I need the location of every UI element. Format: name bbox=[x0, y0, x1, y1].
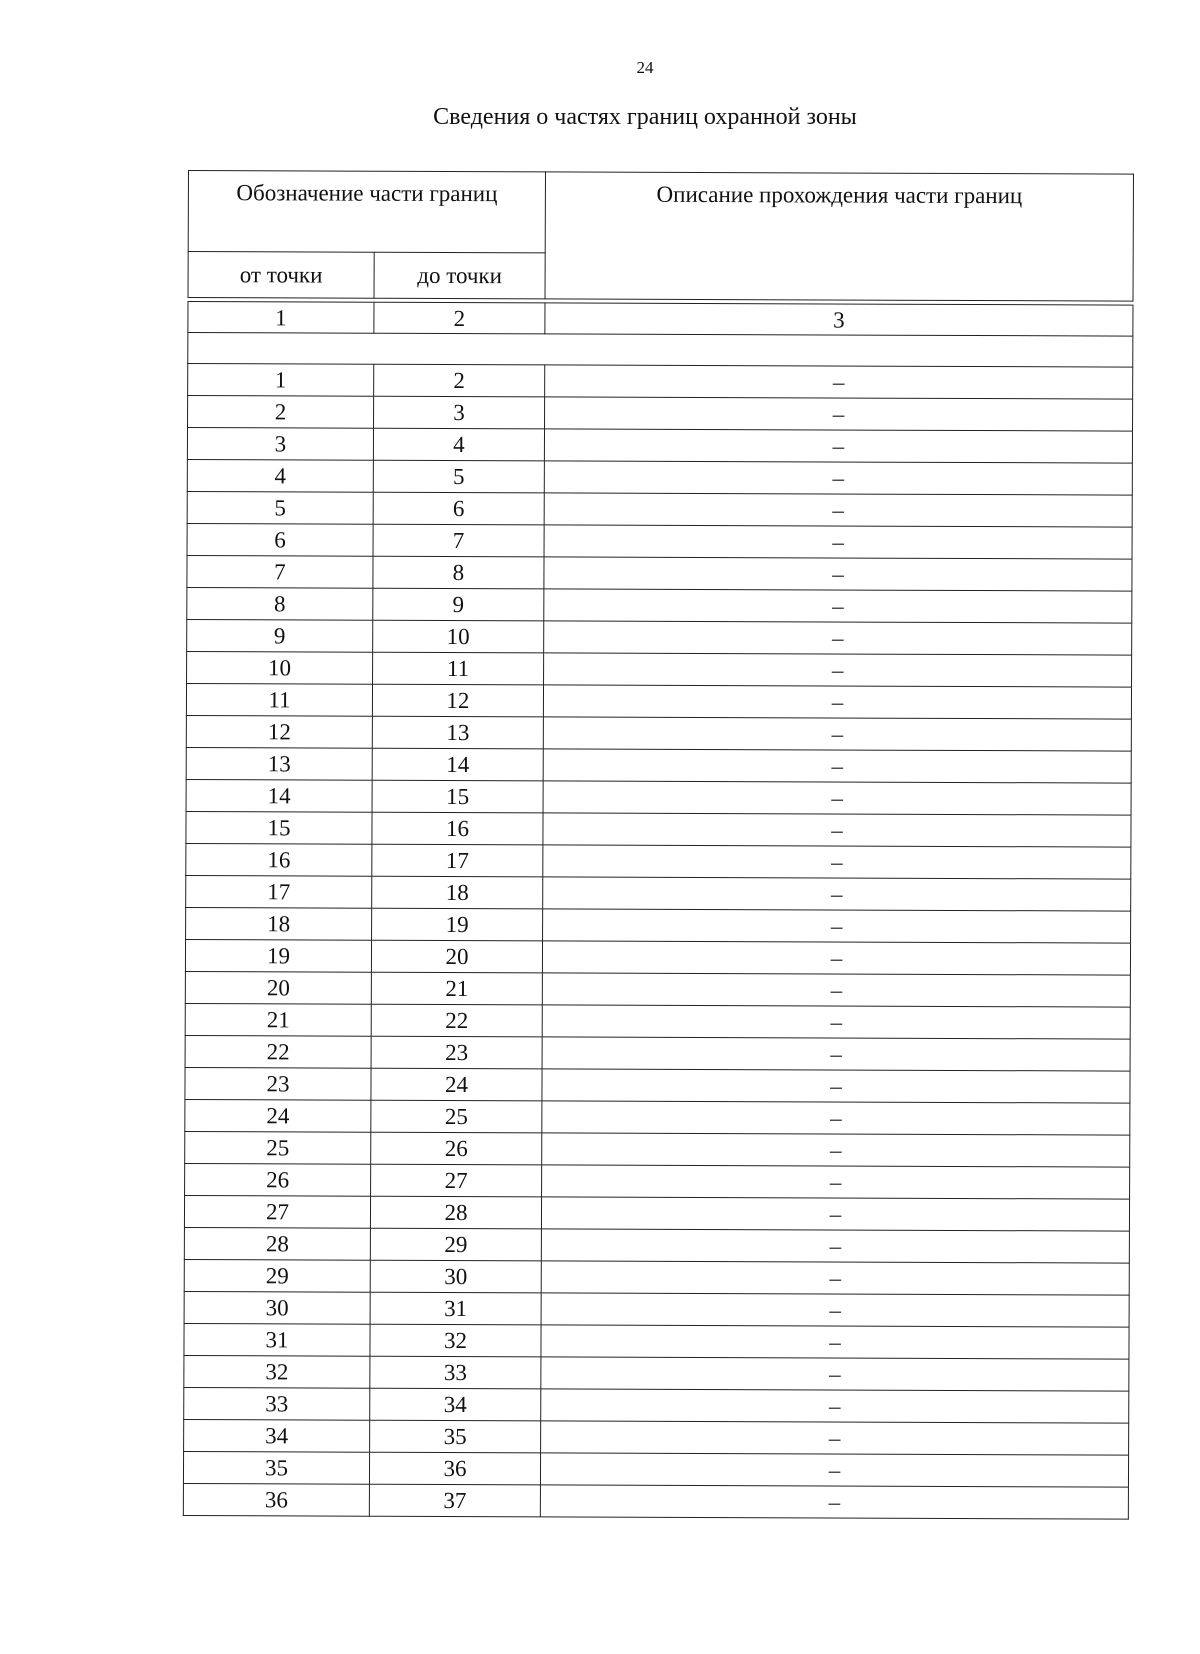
description-cell: – bbox=[544, 589, 1132, 623]
to-point-cell: 23 bbox=[371, 1036, 542, 1069]
description-cell: – bbox=[542, 1005, 1130, 1039]
to-point-cell: 34 bbox=[370, 1388, 541, 1421]
description-cell: – bbox=[543, 877, 1131, 911]
from-point-cell: 32 bbox=[184, 1355, 370, 1388]
to-point-cell: 16 bbox=[372, 812, 543, 845]
table-row bbox=[185, 1163, 1130, 1199]
from-point-cell: 25 bbox=[185, 1131, 371, 1164]
from-point-cell: 19 bbox=[185, 939, 371, 972]
table-row bbox=[185, 1099, 1130, 1135]
table-row bbox=[186, 683, 1131, 719]
to-point-cell: 6 bbox=[373, 492, 544, 525]
from-point-cell: 2 bbox=[188, 396, 374, 429]
to-point-cell: 2 bbox=[374, 364, 545, 397]
from-point-cell: 27 bbox=[184, 1195, 370, 1228]
description-cell: – bbox=[541, 1261, 1129, 1295]
to-point-cell: 19 bbox=[372, 908, 543, 941]
page-number: 24 bbox=[636, 58, 654, 77]
table-row bbox=[184, 1259, 1129, 1295]
to-point-cell: 26 bbox=[371, 1132, 542, 1165]
from-point-cell: 13 bbox=[186, 747, 372, 780]
to-point-cell: 14 bbox=[372, 748, 543, 781]
table-row bbox=[187, 523, 1132, 559]
description-cell: – bbox=[543, 685, 1131, 719]
header-from-point: от точки bbox=[188, 252, 374, 299]
table-row bbox=[186, 715, 1131, 751]
description-cell: – bbox=[543, 845, 1131, 879]
from-point-cell: 16 bbox=[186, 843, 372, 876]
from-point-cell: 23 bbox=[185, 1067, 371, 1100]
to-point-cell: 20 bbox=[371, 940, 542, 973]
table-row bbox=[185, 1131, 1130, 1167]
table-row bbox=[187, 459, 1132, 495]
description-cell: – bbox=[541, 1325, 1129, 1359]
from-point-cell: 6 bbox=[187, 523, 373, 556]
description-cell: – bbox=[544, 461, 1132, 495]
table-row bbox=[187, 619, 1132, 655]
description-cell: – bbox=[541, 1229, 1129, 1263]
from-point-cell: 30 bbox=[184, 1291, 370, 1324]
to-point-cell: 36 bbox=[369, 1452, 540, 1485]
from-point-cell: 20 bbox=[185, 971, 371, 1004]
from-point-cell: 21 bbox=[185, 1003, 371, 1036]
from-point-cell: 15 bbox=[186, 811, 372, 844]
description-cell: – bbox=[544, 653, 1132, 687]
table-row bbox=[185, 1003, 1130, 1039]
table-row bbox=[186, 811, 1131, 847]
table-row bbox=[184, 1195, 1129, 1231]
table-row bbox=[187, 428, 1132, 464]
table-row bbox=[184, 1323, 1129, 1359]
description-cell: – bbox=[543, 909, 1131, 943]
from-point-cell: 26 bbox=[185, 1163, 371, 1196]
column-number: 1 bbox=[188, 302, 374, 334]
table-row bbox=[187, 555, 1132, 591]
column-number: 2 bbox=[374, 302, 545, 334]
from-point-cell: 4 bbox=[187, 459, 373, 492]
to-point-cell: 15 bbox=[372, 780, 543, 813]
to-point-cell: 5 bbox=[373, 460, 544, 493]
header-boundary-part-designation: Обозначение части границ bbox=[188, 171, 545, 253]
to-point-cell: 28 bbox=[370, 1196, 541, 1229]
column-numbers-row bbox=[188, 302, 1133, 337]
table-row bbox=[184, 1355, 1129, 1391]
table-row bbox=[185, 939, 1130, 975]
description-cell: – bbox=[542, 1101, 1130, 1135]
from-point-cell: 29 bbox=[184, 1259, 370, 1292]
table-row bbox=[187, 587, 1132, 623]
description-cell: – bbox=[545, 397, 1133, 431]
from-point-cell: 14 bbox=[186, 779, 372, 812]
description-cell: – bbox=[544, 525, 1132, 559]
description-cell: – bbox=[543, 717, 1131, 751]
from-point-cell: 11 bbox=[186, 683, 372, 716]
to-point-cell: 37 bbox=[369, 1484, 540, 1517]
to-point-cell: 35 bbox=[370, 1420, 541, 1453]
from-point-cell: 7 bbox=[187, 555, 373, 588]
description-cell: – bbox=[542, 1133, 1130, 1167]
description-cell: – bbox=[544, 621, 1132, 655]
table-row bbox=[184, 1291, 1129, 1327]
column-number: 3 bbox=[545, 303, 1133, 336]
description-cell: – bbox=[544, 557, 1132, 591]
from-point-cell: 17 bbox=[186, 875, 372, 908]
from-point-cell: 33 bbox=[184, 1387, 370, 1420]
to-point-cell: 7 bbox=[373, 524, 544, 557]
from-point-cell: 31 bbox=[184, 1323, 370, 1356]
description-cell: – bbox=[541, 1389, 1129, 1423]
table-row bbox=[185, 1067, 1130, 1103]
to-point-cell: 9 bbox=[373, 588, 544, 621]
table-row bbox=[185, 971, 1130, 1007]
description-cell: – bbox=[540, 1485, 1128, 1519]
to-point-cell: 24 bbox=[371, 1068, 542, 1101]
section-label bbox=[188, 333, 1133, 368]
from-point-cell: 18 bbox=[186, 907, 372, 940]
header-to-point: до точки bbox=[374, 252, 545, 299]
description-cell: – bbox=[541, 1421, 1129, 1455]
from-point-cell: 9 bbox=[187, 619, 373, 652]
to-point-cell: 12 bbox=[372, 684, 543, 717]
from-point-cell: 12 bbox=[186, 715, 372, 748]
to-point-cell: 29 bbox=[370, 1228, 541, 1261]
section-row bbox=[188, 333, 1133, 368]
description-cell: – bbox=[543, 813, 1131, 847]
to-point-cell: 18 bbox=[372, 876, 543, 909]
to-point-cell: 31 bbox=[370, 1292, 541, 1325]
table-row bbox=[184, 1227, 1129, 1263]
from-point-cell: 24 bbox=[185, 1099, 371, 1132]
to-point-cell: 22 bbox=[371, 1004, 542, 1037]
table-row bbox=[187, 651, 1132, 687]
to-point-cell: 11 bbox=[373, 652, 544, 685]
description-cell: – bbox=[542, 941, 1130, 975]
from-point-cell: 3 bbox=[187, 428, 373, 461]
description-cell: – bbox=[545, 365, 1133, 399]
to-point-cell: 3 bbox=[374, 396, 545, 429]
description-cell: – bbox=[542, 973, 1130, 1007]
to-point-cell: 13 bbox=[372, 716, 543, 749]
table-row bbox=[185, 1035, 1130, 1071]
table-row bbox=[184, 1419, 1129, 1455]
table-row bbox=[187, 491, 1132, 527]
from-point-cell: 28 bbox=[184, 1227, 370, 1260]
to-point-cell: 25 bbox=[371, 1100, 542, 1133]
description-cell: – bbox=[541, 1197, 1129, 1231]
from-point-cell: 5 bbox=[187, 491, 373, 524]
description-cell: – bbox=[540, 1453, 1128, 1487]
table-row bbox=[186, 747, 1131, 783]
from-point-cell: 36 bbox=[183, 1483, 369, 1516]
to-point-cell: 17 bbox=[372, 844, 543, 877]
description-cell: – bbox=[544, 429, 1132, 463]
to-point-cell: 30 bbox=[370, 1260, 541, 1293]
to-point-cell: 32 bbox=[370, 1324, 541, 1357]
from-point-cell: 22 bbox=[185, 1035, 371, 1068]
table-row bbox=[188, 364, 1133, 400]
description-cell: – bbox=[542, 1165, 1130, 1199]
to-point-cell: 33 bbox=[370, 1356, 541, 1389]
table-header-row bbox=[188, 171, 1133, 256]
table-row bbox=[188, 396, 1133, 432]
table-row bbox=[186, 907, 1131, 943]
table-row bbox=[186, 843, 1131, 879]
description-cell: – bbox=[542, 1069, 1130, 1103]
to-point-cell: 4 bbox=[373, 428, 544, 461]
to-point-cell: 21 bbox=[371, 972, 542, 1005]
to-point-cell: 8 bbox=[373, 556, 544, 589]
to-point-cell: 10 bbox=[373, 620, 544, 653]
table-row bbox=[184, 1387, 1129, 1423]
from-point-cell: 8 bbox=[187, 587, 373, 620]
description-cell: – bbox=[544, 493, 1132, 527]
table-row bbox=[186, 779, 1131, 815]
page-title: Сведения о частях границ охранной зоны bbox=[433, 104, 857, 130]
description-cell: – bbox=[541, 1357, 1129, 1391]
boundary-parts-table bbox=[183, 170, 1134, 1520]
description-cell: – bbox=[543, 749, 1131, 783]
from-point-cell: 35 bbox=[183, 1451, 369, 1484]
to-point-cell: 27 bbox=[371, 1164, 542, 1197]
description-cell: – bbox=[541, 1293, 1129, 1327]
from-point-cell: 10 bbox=[187, 651, 373, 684]
description-cell: – bbox=[543, 781, 1131, 815]
header-boundary-description: Описание прохождения части границ bbox=[545, 172, 1133, 301]
from-point-cell: 1 bbox=[188, 364, 374, 397]
table-row bbox=[183, 1451, 1128, 1487]
table-row bbox=[183, 1483, 1128, 1519]
description-cell: – bbox=[542, 1037, 1130, 1071]
table-row bbox=[186, 875, 1131, 911]
from-point-cell: 34 bbox=[184, 1419, 370, 1452]
